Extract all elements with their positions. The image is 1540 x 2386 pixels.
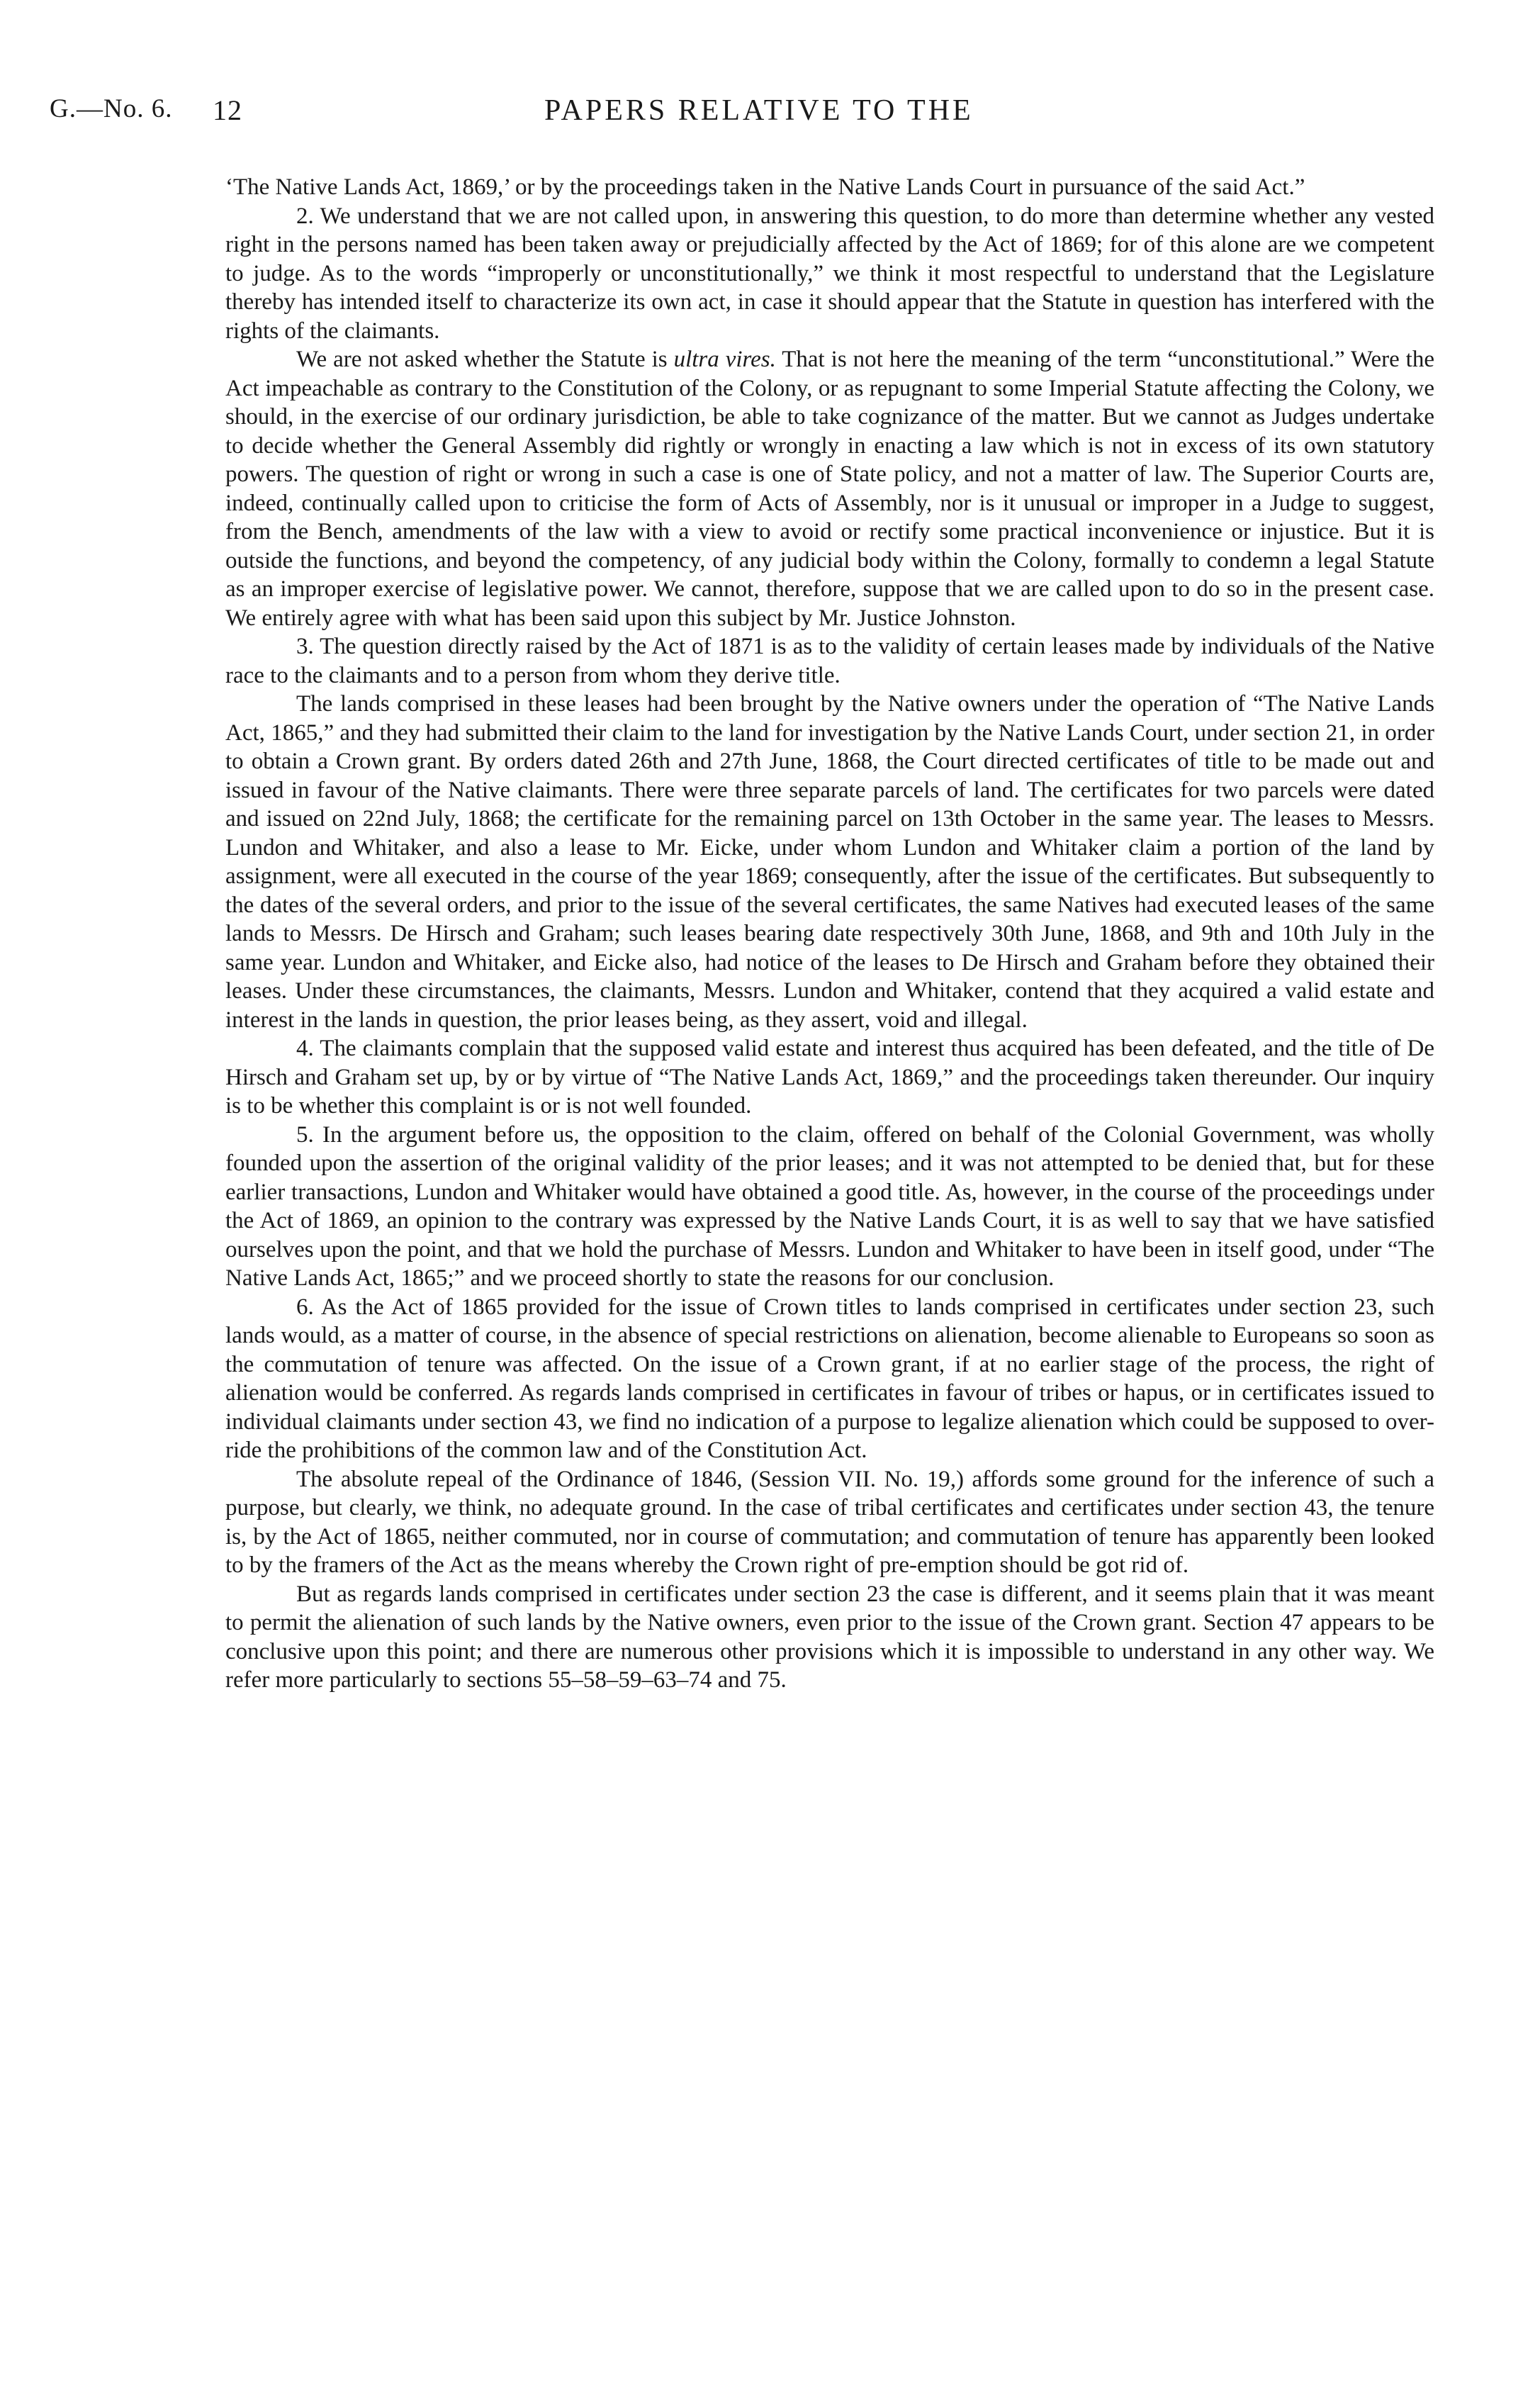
paragraph-2: 2. We understand that we are not called upon, in answering this question, to do more than determine whether any vested right in the persons named has been taken away or prejudicially affected by the Act of 1869; for of this alone are we competent to judge. As to the words “improperly or unconstitutionally,” we think it most respectful to understand that the Legislature thereby has intended itself to characterize its own act, in case it should appear that the Statute in question has interfered with the rights of the claimants. [225, 203, 1434, 344]
paragraph-text: That is not here the meaning of the term “unconstitutional.” Were the Act impeachable as contrary to the Constitution of the Colony, or as repugnant to some Imperial Statute affecting the Colony, we should, in the exercise of our ordinary jurisdiction, be able to take cognizance of the matter. But we cannot as Judges undertake to decide whether the General Assembly did rightly or wrongly in enacting a law which is not in excess of its own statutory powers. The question of right or wrong in such a case is one of State policy, and not a matter of law. The Superior Courts are, indeed, continually called upon to criticise the form of Acts of Assembly, nor is it unusual or improper in a Judge to suggest, from the Bench, amendments of the law with a view to avoid or rectify some practical inconvenience or injustice. But it is outside the functions, and beyond the competency, of any judicial body within the Colony, formally to condemn a legal Statute as an improper exercise of legislative power. We cannot, therefore, suppose that we are called upon to do so in the present case. We entirely agree with what has been said upon this subject by Mr. Justice Johnston. [225, 347, 1435, 631]
paragraph-6: 6. As the Act of 1865 provided for the issue of Crown titles to lands comprised in certificates under section 23, such lands would, as a matter of course, in the absence of special restrictions on alienation, become alienable to Europeans so soon as the commutation of tenure was affected. On the issue of a Crown grant, if at no earlier stage of the process, the right of alienation would be conferred. As regards lands comprised in certificates in favour of tribes or hapus, or in certificates issued to individual claimants under section 43, we find no indication of a purpose to legalize alienation which could be supposed to over-ride the prohibitions of the common law and of the Constitution Act. [225, 1294, 1434, 1463]
paragraph-text: We are not asked whether the Statute is [296, 347, 674, 372]
paragraph-continuation: ‘The Native Lands Act, 1869,’ or by the proceedings taken in the Native Lands Court in pursuance of the said Act.” [225, 174, 1305, 200]
paragraph-3: 3. The question directly raised by the Act of 1871 is as to the validity of certain leases made by individuals of the Native race to the claimants and to a person from whom they derive title. [225, 634, 1434, 688]
document-body [225, 173, 1434, 1695]
paragraph-section-23: But as regards lands comprised in certificates under section 23 the case is different, and it seems plain that it was meant to permit the alienation of such lands by the Native owners, even prior to the issue of the Crown grant. Section 47 appears to be conclusive upon this point; and there are numerous other provisions which it is impossible to understand in any other way. We refer more particularly to sections 55–58–59–63–74 and 75. [225, 1581, 1434, 1693]
paragraph-leases: The lands comprised in these leases had been brought by the Native owners under the operation of “The Native Lands Act, 1865,” and they had submitted their claim to the land for investigation by the Native Lands Court, under section 21, in order to obtain a Crown grant. By orders dated 26th and 27th June, 1868, the Court directed certificates of title to be made out and issued in favour of the Native claimants. There were three separate parcels of land. The certificates for two parcels were dated and issued on 22nd July, 1868; the certificate for the remaining parcel on 13th October in the same year. The leases to Messrs. Lundon and Whitaker, and also a lease to Mr. Eicke, under whom Lundon and Whitaker claim a portion of the land by assignment, were all executed in the course of the year 1869; consequently, after the issue of the certificates. But subsequently to the dates of the several orders, and prior to the issue of the several certificates, the same Natives had executed leases of the same lands to Messrs. De Hirsch and Graham; such leases bearing date respectively 30th June, 1868, and 9th and 10th July in the same year. Lundon and Whitaker, and Eicke also, had notice of the leases to De Hirsch and Graham before they obtained their leases. Under these circumstances, the claimants, Messrs. Lundon and Whitaker, contend that they acquired a valid estate and interest in the lands in question, the prior leases being, as they assert, void and illegal. [225, 691, 1434, 1033]
italic-term: ultra vires. [673, 347, 776, 372]
paragraph-ultra-vires [225, 345, 1434, 632]
running-title: PAPERS RELATIVE TO THE [544, 94, 974, 127]
paper-code: G.—No. 6. [50, 94, 173, 123]
page-number: 12 [213, 94, 242, 126]
paragraph-4: 4. The claimants complain that the supposed valid estate and interest thus acquired has been defeated, and the title of De Hirsch and Graham set up, by or by virtue of “The Native Lands Act, 1869,” and the proceedings taken thereunder. Our inquiry is to be whether this complaint is or is not well founded. [225, 1036, 1434, 1119]
paragraph-ordinance: The absolute repeal of the Ordinance of 1846, (Session VII. No. 19,) affords some ground for the inference of such a purpose, but clearly, we think, no adequate ground. In the case of tribal certificates and certificates under section 43, the tenure is, by the Act of 1865, neither commuted, nor in course of commutation; and commutation of tenure has apparently been looked to by the framers of the Act as the means whereby the Crown right of pre-emption should be got rid of. [225, 1466, 1434, 1578]
page-header [0, 94, 1540, 136]
paragraph-5: 5. In the argument before us, the opposition to the claim, offered on behalf of the Colonial Government, was wholly founded upon the assertion of the original validity of the prior leases; and it was not attempted to be denied that, but for these earlier transactions, Lundon and Whitaker would have obtained a good title. As, however, in the course of the proceedings under the Act of 1869, an opinion to the contrary was expressed by the Native Lands Court, it is as well to say that we have satisfied ourselves upon the point, and that we hold the purchase of Messrs. Lundon and Whitaker to have been in itself good, under “The Native Lands Act, 1865;” and we proceed shortly to state the reasons for our conclusion. [225, 1121, 1434, 1291]
